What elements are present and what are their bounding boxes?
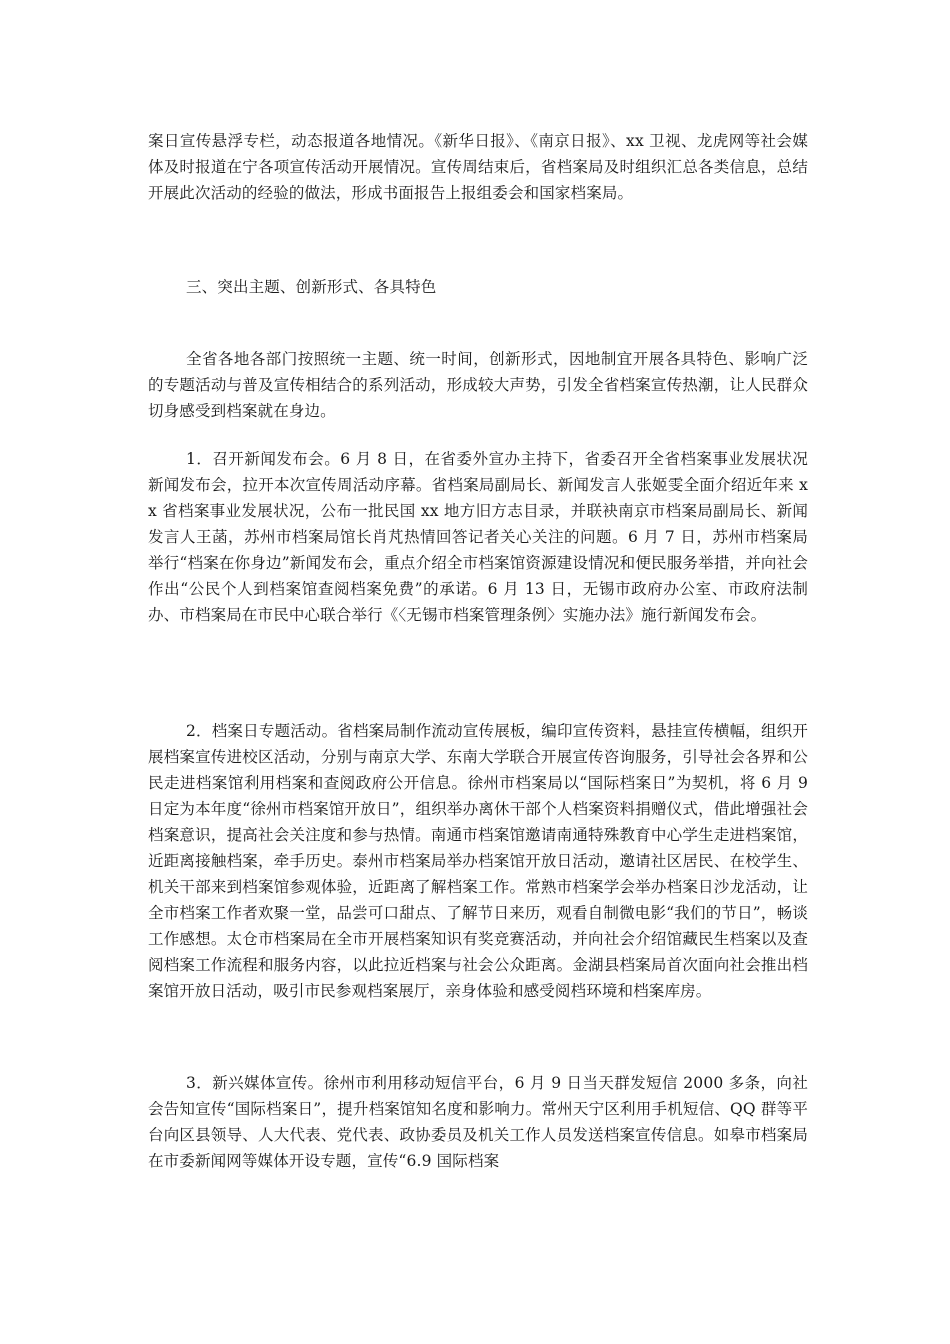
body-paragraph-continuation: 案日宣传悬浮专栏，动态报道各地情况。《新华日报》、《南京日报》、xx 卫视、龙虎网等社会媒体及时报道在宁各项宣传活动开展情况。宣传周结束后，省档案局及时组织汇总各类信息，总结开展此次活动的经验的做法，形成书面报告上报组委会和国家档案局。 <box>148 132 808 202</box>
body-paragraph-press-conference: 1．召开新闻发布会。6 月 8 日，在省委外宣办主持下，省委召开全省档案事业发展状况新闻发布会，拉开本次宣传周活动序幕。省档案局副局长、新闻发言人张姬雯全面介绍近年来 xx 省档案事业发展状况，公布一批民国 xx 地方旧方志目录，并联袂南京市档案局副局长、新闻发言人王菡，苏州市档案局馆长肖芃热情回答记者关心关注的问题。6 月 7 日，苏州市档案局举行“档案在你身边”新闻发布会，重点介绍全市档案馆资源建设情况和便民服务举措，并向社会作出“公民个人到档案馆查阅档案免费”的承诺。6 月 13 日，无锡市政府办公室、市政府法制办、市档案局在市民中心联合举行《〈无锡市档案管理条例〉实施办法》施行新闻发布会。 <box>148 450 808 624</box>
section-heading: 三、突出主题、创新形式、各具特色 <box>186 278 437 296</box>
body-paragraph-archive-day: 2．档案日专题活动。省档案局制作流动宣传展板，编印宣传资料，悬挂宣传横幅，组织开展档案宣传进校区活动，分别与南京大学、东南大学联合开展宣传咨询服务，引导社会各界和公民走进档案馆利用档案和查阅政府公开信息。徐州市档案局以“国际档案日”为契机，将 6 月 9 日定为本年度“徐州市档案馆开放日”，组织举办离休干部个人档案资料捐赠仪式，借此增强社会档案意识，提高社会关注度和参与热情。南通市档案馆邀请南通特殊教育中心学生走进档案馆，近距离接触档案，牵手历史。泰州市档案局举办档案馆开放日活动，邀请社区居民、在校学生、机关干部来到档案馆参观体验，近距离了解档案工作。常熟市档案学会举办档案日沙龙活动，让全市档案工作者欢聚一堂，品尝可口甜点、了解节日来历，观看自制微电影“我们的节日”，畅谈工作感想。太仓市档案局在全市开展档案知识有奖竞赛活动，并向社会介绍馆藏民生档案以及查阅档案工作流程和服务内容，以此拉近档案与社会公众距离。金湖县档案局首次面向社会推出档案馆开放日活动，吸引市民参观档案展厅，亲身体验和感受阅档环境和档案库房。 <box>148 722 808 1000</box>
body-paragraph-new-media: 3．新兴媒体宣传。徐州市利用移动短信平台，6 月 9 日当天群发短信 2000 多条，向社会告知宣传“国际档案日”，提升档案馆知名度和影响力。常州天宁区利用手机短信、QQ 群等平台向区县领导、人大代表、党代表、政协委员及机关工作人员发送档案宣传信息。如皋市档案局在市委新闻网等媒体开设专题，宣传“6.9 国际档案 <box>148 1074 808 1170</box>
body-paragraph-intro: 全省各地各部门按照统一主题、统一时间，创新形式，因地制宜开展各具特色、影响广泛的专题活动与普及宣传相结合的系列活动，形成较大声势，引发全省档案宣传热潮，让人民群众切身感受到档案就在身边。 <box>148 350 808 420</box>
